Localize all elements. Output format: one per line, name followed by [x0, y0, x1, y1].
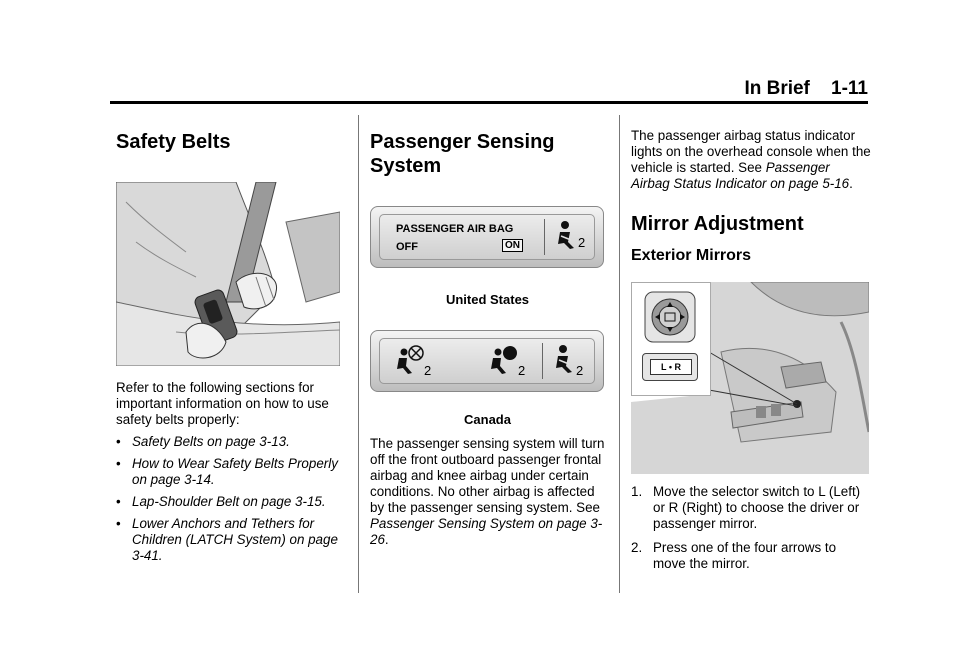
passenger-seat-icon: [550, 344, 576, 374]
body-end: .: [384, 532, 389, 547]
safety-belts-intro: Refer to the following sections for important information on how to use safety belts properly:: [116, 380, 329, 427]
section-title: In Brief: [744, 78, 810, 99]
list-item: [631, 540, 871, 572]
panel-divider: [544, 219, 545, 255]
safety-belt-references: [116, 434, 348, 564]
column-mirror-adjustment: [631, 120, 871, 580]
cross-reference: Passenger Airbag Status Indicator on page 5-16: [631, 160, 850, 191]
column-passenger-sensing: [370, 120, 605, 548]
body-text: The passenger sensing system will turn off the front outboard passenger frontal airbag and knee airbag under certain conditions. No other airbag is affected by the passenger sensing system. See: [370, 436, 605, 515]
panel-divider: [542, 343, 543, 379]
canada-airbag-panel: [370, 330, 604, 392]
us-panel-face: [379, 214, 595, 260]
panel-num: 2: [576, 363, 584, 378]
safety-belt-illustration: [116, 182, 340, 366]
heading-line-1: Passenger Sensing: [370, 131, 555, 153]
body-text: The passenger airbag status indicator lights on the overhead console when the vehicle is started. See: [631, 128, 871, 175]
airbag-on-icon: [488, 344, 522, 376]
caption-canada: Canada: [464, 412, 511, 427]
list-item: [631, 484, 871, 532]
selector-label: L • R: [650, 359, 692, 375]
step-text: Move the selector switch to L (Left) or R (Right) to choose the driver or passenger mirror.: [653, 484, 861, 531]
mirror-selector-switch: [642, 353, 698, 381]
us-airbag-panel: [370, 206, 604, 268]
mirror-switch-inset: [631, 282, 711, 396]
panel-on-indicator: ON: [502, 239, 523, 252]
header-rule: [110, 101, 868, 104]
exterior-mirrors-subheading: Exterior Mirrors: [631, 247, 752, 264]
mirror-steps: [631, 484, 871, 572]
step-number: 2.: [631, 540, 643, 555]
list-item: • How to Wear Safety Belts Properly on page 3-14.: [116, 456, 348, 488]
status-indicator-text: [631, 128, 871, 192]
passenger-sensing-body: [370, 436, 605, 548]
mirror-control-illustration: [631, 282, 869, 474]
passenger-sensing-heading: [370, 130, 605, 178]
mirror-adjustment-heading: Mirror Adjustment: [631, 213, 804, 235]
canada-panel-face: [379, 338, 595, 384]
panel-title: PASSENGER AIR BAG: [396, 223, 514, 235]
header-title: [744, 78, 868, 100]
panel-num: 2: [578, 235, 586, 250]
list-item: • Lower Anchors and Tethers for Children (LATCH System) on page 3-41.: [116, 516, 348, 564]
caption-united-states: United States: [445, 292, 530, 307]
cross-reference: Passenger Sensing System on page 3-26: [370, 516, 603, 547]
mirror-joystick-icon: [644, 291, 696, 343]
step-text: Press one of the four arrows to move the mirror.: [653, 540, 837, 571]
column-safety-belts: [116, 120, 348, 564]
panel-num: 2: [518, 363, 526, 378]
page-number: 1-11: [831, 78, 868, 99]
body-end: .: [849, 176, 853, 191]
step-number: 1.: [631, 484, 643, 499]
safety-belts-heading: Safety Belts: [116, 131, 231, 153]
airbag-off-icon: [394, 344, 428, 376]
panel-off-label: OFF: [396, 241, 418, 253]
list-item: • Lap-Shoulder Belt on page 3-15.: [116, 494, 348, 510]
list-item: • Safety Belts on page 3-13.: [116, 434, 348, 450]
panel-num: 2: [424, 363, 432, 378]
column-divider: [619, 115, 620, 593]
column-divider: [358, 115, 359, 593]
passenger-seat-icon: [552, 220, 578, 250]
heading-line-2: System: [370, 155, 442, 177]
